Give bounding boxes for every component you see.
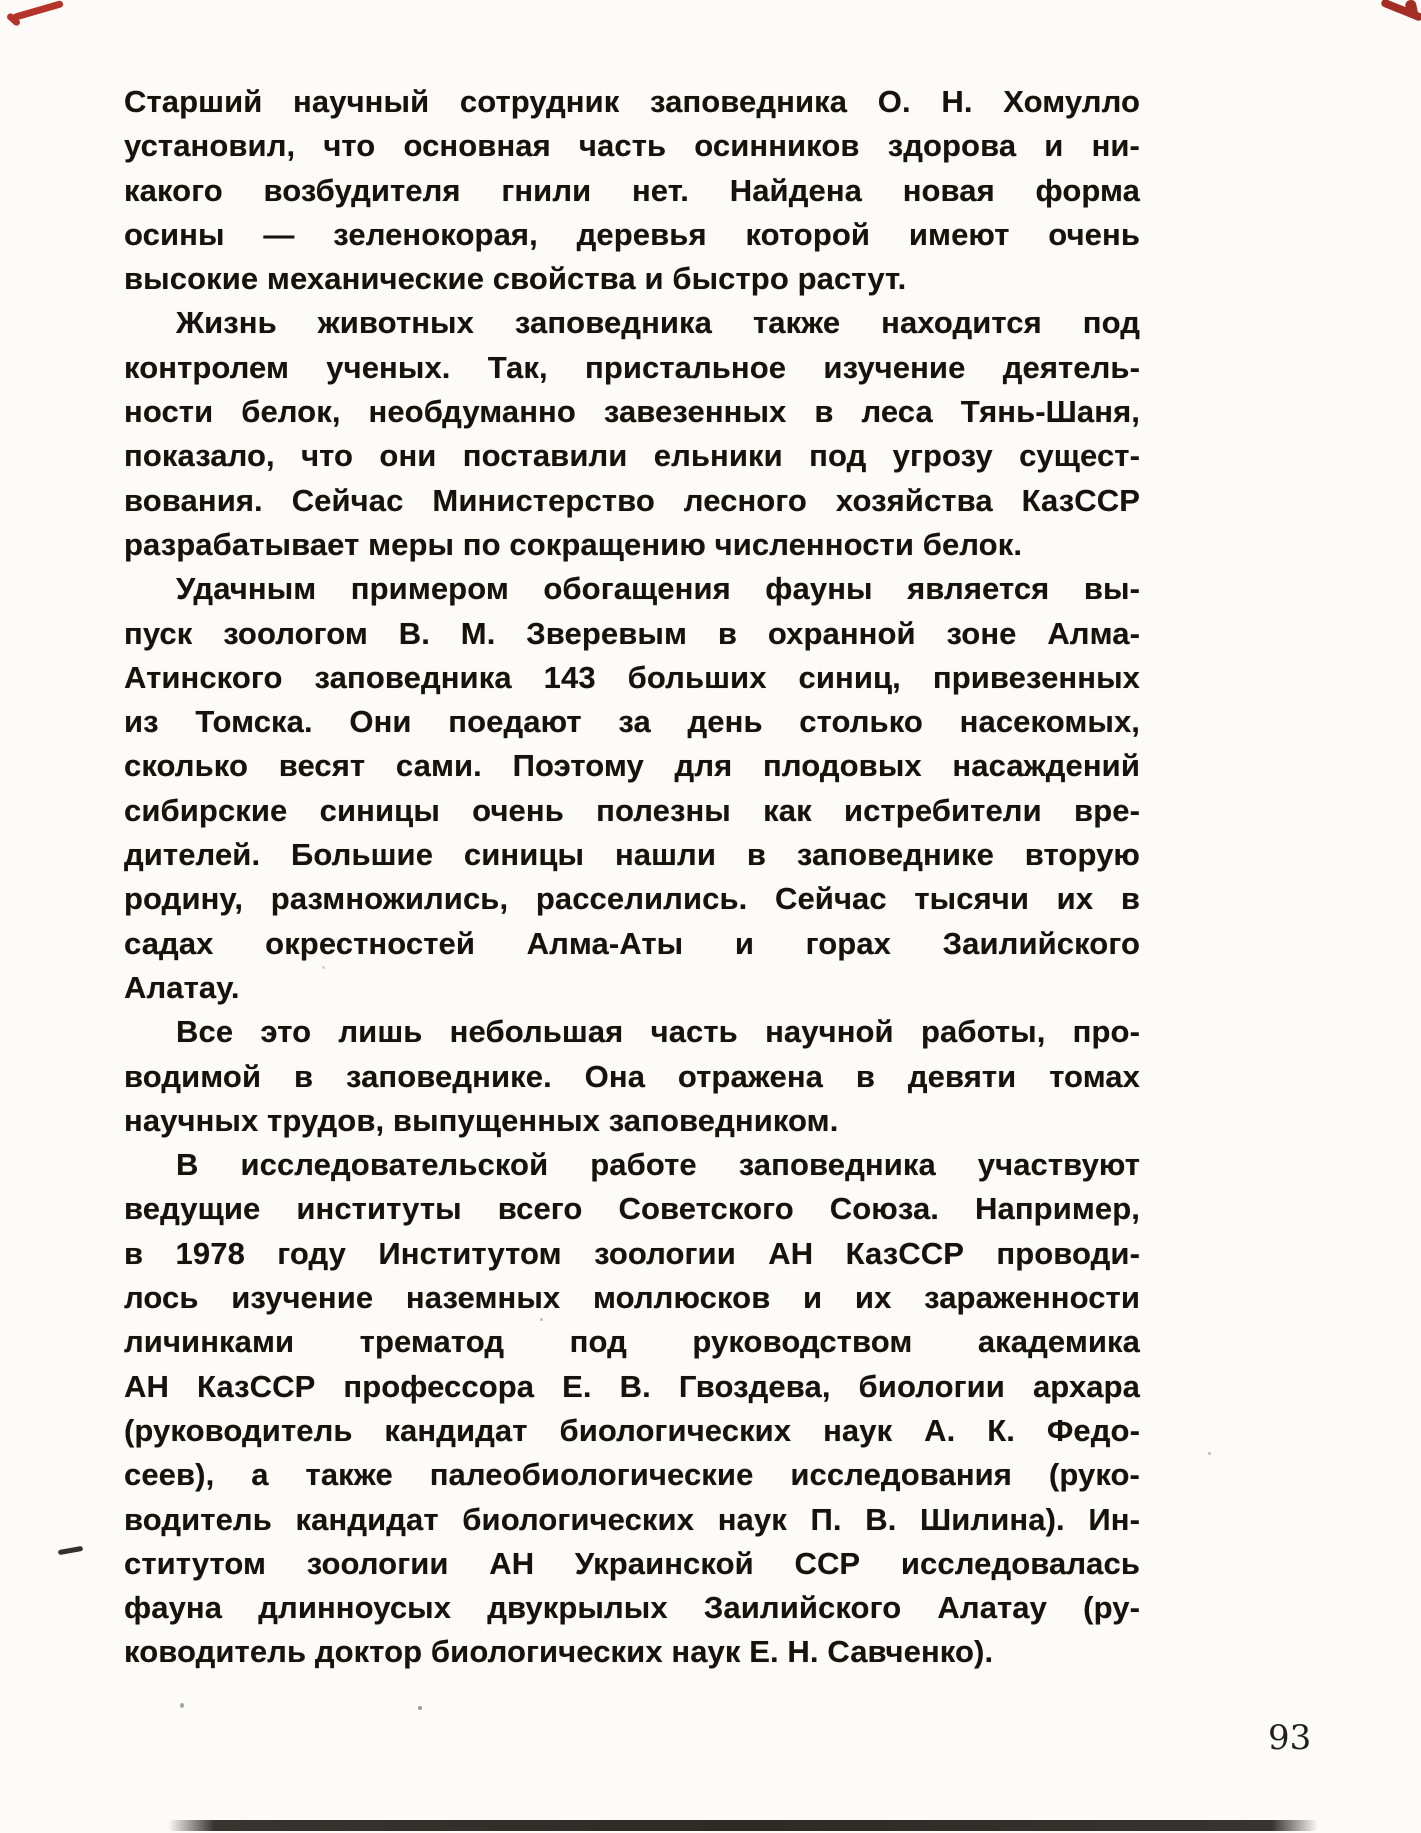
text-line: Удачным примером обогащения фауны является вы- — [176, 571, 1140, 607]
page-number: 93 — [1268, 1718, 1312, 1758]
text-line: АН КазССР профессора Е. В. Гвоздева, биологии архара — [124, 1368, 1140, 1404]
text-line: сколько весят сами. Поэтому для плодовых насаждений — [124, 748, 1140, 784]
text-line: установил, что основная часть осинников здорова и ни- — [124, 128, 1140, 164]
paragraph-2 — [124, 301, 1140, 567]
scan-speck — [1208, 1452, 1211, 1455]
text-line: в 1978 году Институтом зоологии АН КазССР проводи- — [124, 1235, 1140, 1271]
bottom-scan-edge — [168, 1820, 1318, 1831]
paragraph-3 — [124, 567, 1140, 1010]
text-line: Старший научный сотрудник заповедника О. Н. Хомулло — [124, 84, 1140, 119]
text-line: ководитель доктор биологических наук Е. Н. Савченко). — [124, 1634, 994, 1670]
text-line: показало, что они поставили ельники под угрозу сущест- — [124, 438, 1140, 474]
scan-speck — [322, 966, 325, 969]
text-line: Жизнь животных заповедника также находится под — [176, 305, 1140, 341]
text-line: ведущие институты всего Советского Союза. Например, — [124, 1191, 1140, 1227]
text-line: водитель кандидат биологических наук П. В. Шилина). Ин- — [124, 1501, 1140, 1537]
text-line: фауна длинноусых двукрылых Заилийского Алатау (ру- — [124, 1590, 1140, 1626]
paragraph-1 — [124, 80, 1140, 301]
text-line: водимой в заповеднике. Она отражена в девяти томах — [124, 1058, 1140, 1094]
body-text — [124, 80, 1140, 1675]
text-line: дителей. Большие синицы нашли в заповеднике вторую — [124, 837, 1140, 873]
text-line: личинками трематод под руководством академика — [124, 1324, 1140, 1360]
text-line: ститутом зоологии АН Украинской ССР исследовалась — [124, 1545, 1140, 1581]
text-line: садах окрестностей Алма-Аты и горах Заилийского — [124, 925, 1140, 961]
text-line: Атинского заповедника 143 больших синиц, привезенных — [124, 659, 1140, 695]
text-line: какого возбудителя гнили нет. Найдена новая форма — [124, 172, 1140, 208]
text-line: Алатау. — [124, 969, 240, 1005]
margin-dash-mark — [58, 1546, 83, 1555]
text-line: контролем ученых. Так, пристальное изучение деятель- — [124, 349, 1140, 385]
text-line: сибирские синицы очень полезны как истребители вре- — [124, 792, 1140, 828]
red-corner-mark-top-left — [12, 0, 64, 21]
scan-speck — [418, 1706, 422, 1710]
text-line: пуск зоологом В. М. Зверевым в охранной зоне Алма- — [124, 615, 1140, 651]
text-line: (руководитель кандидат биологических наук А. К. Федо- — [124, 1412, 1140, 1448]
text-line: лось изучение наземных моллюсков и их зараженности — [124, 1280, 1140, 1316]
scan-speck — [180, 1703, 184, 1708]
text-line: разрабатывает меры по сокращению численности белок. — [124, 526, 1023, 562]
text-line: родину, размножились, расселились. Сейчас тысячи их в — [124, 881, 1140, 917]
paragraph-5 — [124, 1143, 1140, 1675]
text-line: осины — зеленокорая, деревья которой имеют очень — [124, 216, 1140, 252]
text-line: В исследовательской работе заповедника участвуют — [176, 1147, 1140, 1183]
text-line: сеев), а также палеобиологические исследования (руко- — [124, 1457, 1140, 1493]
text-line: Все это лишь небольшая часть научной работы, про- — [176, 1014, 1140, 1050]
paragraph-4 — [124, 1010, 1140, 1143]
text-line: вования. Сейчас Министерство лесного хозяйства КазССР — [124, 482, 1140, 518]
text-line: из Томска. Они поедают за день столько насекомых, — [124, 704, 1140, 740]
text-line: высокие механические свойства и быстро растут. — [124, 261, 907, 297]
scan-speck — [540, 1318, 543, 1321]
text-line: ности белок, необдуманно завезенных в леса Тянь-Шаня, — [124, 394, 1140, 430]
text-line: научных трудов, выпущенных заповедником. — [124, 1102, 839, 1138]
